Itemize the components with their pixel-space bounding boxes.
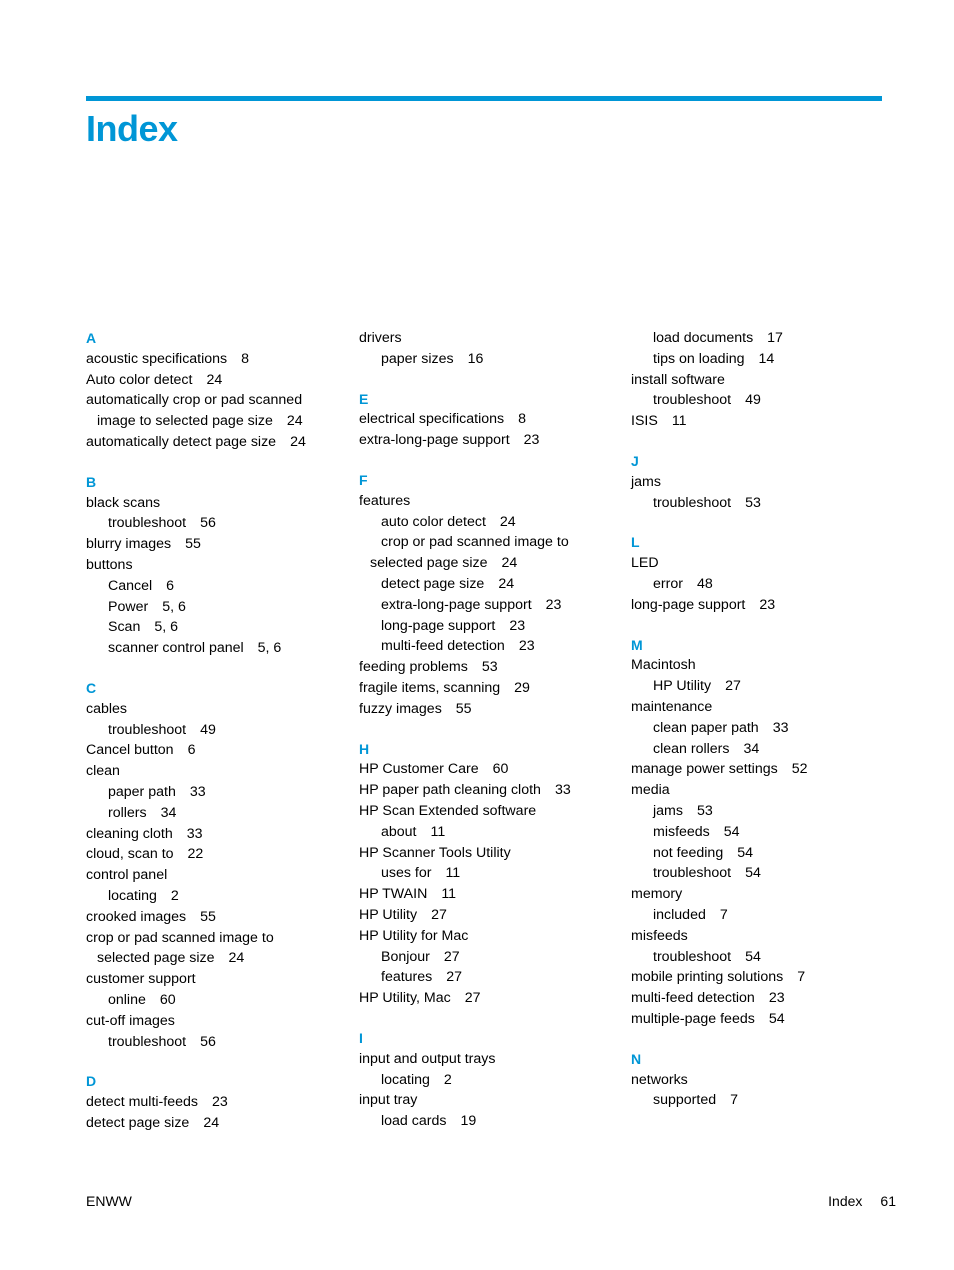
index-term: fragile items, scanning [359, 679, 501, 696]
index-page-ref: 49 [200, 721, 216, 738]
index-term: HP Scanner Tools Utility [359, 844, 511, 861]
index-entry [359, 905, 619, 926]
index-page-ref: 16 [467, 350, 484, 367]
index-subentry [86, 617, 346, 638]
index-letter-heading: M [631, 636, 643, 653]
index-page-ref: 24 [228, 950, 245, 967]
index-term: multi-feed detection [631, 990, 755, 1007]
index-term: about [381, 823, 417, 840]
index-entry [86, 1011, 346, 1032]
index-page-ref: 14 [758, 350, 775, 367]
index-term: clean rollers [653, 740, 730, 757]
index-subentry [86, 803, 346, 824]
index-page-ref: 24 [499, 513, 516, 530]
index-term: Cancel [108, 577, 153, 594]
index-page-ref: 23 [211, 1094, 228, 1111]
index-page-ref: 7 [797, 969, 806, 986]
index-subentry [86, 782, 346, 803]
index-entry [359, 409, 619, 430]
index-page-ref: 29 [514, 679, 530, 696]
index-entry [631, 411, 891, 432]
index-term: multi-feed detection [381, 638, 505, 655]
index-term: feeding problems [359, 659, 468, 676]
index-term: auto color detect [381, 513, 486, 530]
index-term: rollers [108, 804, 147, 821]
index-term: buttons [86, 556, 133, 573]
index-term: Macintosh [631, 657, 696, 674]
index-term: jams [653, 802, 683, 819]
index-term: image to selected page size [97, 413, 273, 430]
index-letter-heading: N [631, 1050, 642, 1067]
index-subentry [359, 512, 619, 533]
header-rule [86, 96, 882, 101]
index-page-ref: 11 [671, 413, 687, 430]
index-page-ref: 11 [430, 823, 446, 840]
index-letter-heading: A [86, 330, 97, 346]
index-page-ref: 54 [745, 948, 761, 965]
index-term: paper sizes [381, 350, 454, 367]
index-entry [86, 1092, 346, 1113]
index-entry-continuation [86, 948, 346, 969]
index-subentry [86, 513, 346, 534]
index-term: multiple-page feeds [631, 1010, 755, 1027]
index-page-ref: 55 [200, 908, 216, 925]
index-column-3 [631, 328, 891, 1111]
index-term: networks [631, 1071, 688, 1088]
index-page-ref: 52 [791, 761, 808, 778]
index-entry [86, 969, 346, 990]
index-subentry [359, 595, 619, 616]
index-term: paper path [108, 783, 176, 800]
index-term: detect multi-feeds [86, 1094, 198, 1111]
index-entry [86, 493, 346, 514]
index-subentry [359, 1070, 619, 1091]
index-entry [86, 349, 346, 370]
index-entry [86, 555, 346, 576]
index-entry [86, 432, 346, 453]
index-subentry [631, 843, 891, 864]
index-term: included [653, 906, 706, 923]
index-term: cut-off images [86, 1012, 175, 1029]
index-page-ref: 17 [767, 330, 783, 346]
index-term: HP Utility for Mac [359, 927, 469, 944]
index-page-ref: 27 [446, 969, 463, 986]
index-term: locating [108, 887, 157, 904]
index-page-ref: 53 [745, 494, 761, 511]
index-entry [86, 370, 346, 391]
index-term: Scan [108, 619, 141, 636]
index-page-ref: 49 [745, 392, 761, 409]
footer-page-number: 61 [880, 1193, 896, 1209]
index-term: cables [86, 700, 128, 717]
index-entry [86, 534, 346, 555]
index-term: ISIS [631, 413, 658, 430]
index-page-ref: 27 [443, 948, 460, 965]
index-entry [359, 926, 619, 947]
footer-right [828, 1193, 896, 1209]
index-term: HP Scan Extended software [359, 802, 537, 819]
index-term: Power [108, 598, 149, 615]
index-page-ref: 6 [166, 577, 175, 594]
index-page-ref: 33 [186, 825, 203, 842]
index-term: maintenance [631, 698, 713, 715]
index-term: selected page size [97, 950, 215, 967]
index-entry [631, 472, 891, 493]
index-page-ref: 24 [498, 575, 515, 592]
index-subentry [86, 990, 346, 1011]
index-subentry [359, 574, 619, 595]
index-term: cloud, scan to [86, 846, 174, 863]
index-page-ref: 2 [443, 1071, 452, 1088]
index-letter-heading: E [359, 390, 369, 407]
index-entry [631, 370, 891, 391]
index-page-ref: 11 [445, 865, 461, 882]
index-term: HP Utility, Mac [359, 990, 451, 1007]
index-subentry [86, 886, 346, 907]
index-entry [359, 657, 619, 678]
index-page-ref: 56 [200, 515, 216, 532]
index-entry [631, 697, 891, 718]
index-page-ref: 54 [745, 865, 761, 882]
index-term: drivers [359, 330, 402, 346]
index-page-ref: 8 [518, 411, 526, 428]
index-term: HP Utility [359, 906, 418, 923]
index-page-ref: 56 [200, 1033, 216, 1050]
index-entry [631, 1070, 891, 1091]
index-page-ref: 54 [768, 1010, 785, 1027]
index-term: long-page support [381, 617, 496, 634]
index-term: features [359, 492, 411, 509]
index-term: black scans [86, 494, 161, 511]
index-term: online [108, 991, 146, 1008]
index-page-ref: 7 [719, 906, 728, 923]
index-entry [359, 1090, 619, 1111]
index-page-ref: 5, 6 [154, 619, 179, 636]
index-term: troubleshoot [108, 515, 187, 532]
index-entry [359, 491, 619, 512]
index-letter-heading: B [86, 473, 97, 490]
index-term: troubleshoot [653, 865, 732, 882]
index-term: mobile printing solutions [631, 969, 784, 986]
index-subentry [359, 349, 619, 370]
index-page-ref: 24 [203, 1114, 220, 1131]
index-term: extra-long-page support [381, 596, 532, 613]
index-subentry [631, 1090, 891, 1111]
index-page-ref: 48 [696, 575, 713, 592]
index-term: misfeeds [631, 927, 688, 944]
index-entry [86, 928, 346, 949]
index-letter-heading: J [631, 452, 639, 469]
index-term: misfeeds [653, 823, 710, 840]
index-entry [631, 759, 891, 780]
index-page-ref: 19 [460, 1113, 477, 1130]
index-page-ref: 23 [759, 596, 776, 613]
index-entry [86, 740, 346, 761]
index-term: locating [381, 1071, 430, 1088]
index-term: tips on loading [653, 350, 745, 367]
index-entry [359, 678, 619, 699]
index-term: load cards [381, 1113, 447, 1130]
index-term: HP paper path cleaning cloth [359, 782, 541, 799]
index-term: clean [86, 763, 120, 780]
index-page-ref: 34 [160, 804, 177, 821]
index-entry [631, 553, 891, 574]
index-page-ref: 34 [743, 740, 760, 757]
index-subentry [631, 863, 891, 884]
index-page-ref: 23 [523, 432, 540, 449]
index-subentry [359, 1111, 619, 1132]
index-entry [359, 884, 619, 905]
index-subentry [359, 967, 619, 988]
index-entry [631, 780, 891, 801]
index-page-ref: 53 [696, 802, 713, 819]
index-page-ref: 27 [725, 678, 741, 695]
index-page-ref: 11 [441, 886, 457, 903]
index-page-ref: 5, 6 [162, 598, 186, 615]
index-term: media [631, 782, 670, 799]
index-letter-heading: L [631, 534, 640, 551]
index-entry [359, 430, 619, 451]
index-subentry [631, 493, 891, 514]
index-letter-heading: D [86, 1073, 97, 1090]
index-term: manage power settings [631, 761, 778, 778]
index-term: electrical specifications [359, 411, 505, 428]
index-entry [631, 1009, 891, 1030]
index-term: Bonjour [381, 948, 430, 965]
index-page-ref: 60 [492, 761, 509, 778]
index-term: long-page support [631, 596, 746, 613]
index-page-ref: 5, 6 [257, 640, 282, 657]
index-entry [631, 655, 891, 676]
index-term: input tray [359, 1092, 418, 1109]
index-subentry [86, 1032, 346, 1053]
index-term: HP Customer Care [359, 761, 479, 778]
index-page-ref: 33 [772, 719, 789, 736]
index-term: troubleshoot [108, 721, 187, 738]
index-term: error [653, 575, 683, 592]
index-entry [359, 759, 619, 780]
index-page-ref: 8 [241, 350, 250, 367]
index-entry [86, 865, 346, 886]
index-subentry [631, 801, 891, 822]
index-term: cleaning cloth [86, 825, 173, 842]
index-page-ref: 23 [545, 596, 562, 613]
index-term: install software [631, 371, 725, 388]
index-entry [359, 699, 619, 720]
index-entry [631, 595, 891, 616]
index-term: jams [631, 473, 661, 490]
index-entry [86, 1113, 346, 1134]
index-subentry [86, 597, 346, 618]
index-page-ref: 24 [501, 555, 518, 572]
index-subentry [631, 349, 891, 370]
index-entry-continuation [86, 411, 346, 432]
index-subentry [631, 676, 891, 697]
index-term: detect page size [86, 1114, 190, 1131]
index-page-ref: 24 [206, 371, 223, 388]
index-subentry [359, 636, 619, 657]
index-entry [359, 328, 619, 349]
index-term: input and output trays [359, 1050, 496, 1067]
index-subentry [359, 822, 619, 843]
index-term: load documents [653, 330, 754, 346]
index-term: HP Utility [653, 678, 712, 695]
footer-section: Index [828, 1193, 863, 1209]
index-page-ref: 6 [187, 742, 196, 759]
index-page-ref: 55 [185, 536, 201, 553]
index-term: troubleshoot [653, 392, 732, 409]
index-entry [359, 801, 619, 822]
index-entry [86, 761, 346, 782]
index-term: scanner control panel [108, 640, 244, 657]
index-page-ref: 23 [509, 617, 526, 634]
index-page-ref: 22 [187, 846, 204, 863]
index-page-ref: 60 [159, 991, 176, 1008]
index-term: HP TWAIN [359, 886, 428, 903]
index-letter-heading: C [86, 679, 97, 696]
index-term: extra-long-page support [359, 432, 510, 449]
page-title: Index [86, 108, 178, 149]
index-subentry [631, 822, 891, 843]
index-column-2 [359, 328, 619, 1132]
index-entry [359, 780, 619, 801]
index-page-ref: 27 [431, 906, 447, 923]
index-term: customer support [86, 971, 196, 988]
index-entry-continuation [359, 553, 619, 574]
index-term: troubleshoot [108, 1033, 187, 1050]
index-subentry [86, 720, 346, 741]
index-term: selected page size [370, 555, 488, 572]
index-term: detect page size [381, 575, 485, 592]
index-subentry [86, 638, 346, 659]
index-entry [359, 843, 619, 864]
index-entry [359, 988, 619, 1009]
index-subentry [359, 616, 619, 637]
index-term: troubleshoot [653, 494, 732, 511]
index-subentry [631, 574, 891, 595]
index-letter-heading: F [359, 471, 368, 488]
index-entry [631, 926, 891, 947]
index-page-ref: 55 [455, 700, 472, 717]
index-page-ref: 33 [189, 783, 206, 800]
index-term: memory [631, 886, 683, 903]
index-term: LED [631, 555, 659, 572]
index-term: supported [653, 1092, 717, 1109]
index-term: control panel [86, 867, 168, 884]
index-term: fuzzy images [359, 700, 442, 717]
index-term: not feeding [653, 844, 724, 861]
index-term: crop or pad scanned image to [86, 929, 274, 946]
index-entry [86, 844, 346, 865]
index-entry [631, 967, 891, 988]
index-subentry [631, 718, 891, 739]
index-term: troubleshoot [653, 948, 732, 965]
index-page-ref: 23 [768, 990, 785, 1007]
index-page-ref: 54 [737, 844, 753, 861]
index-subentry [631, 905, 891, 926]
index-subentry [631, 739, 891, 760]
index-subentry [359, 532, 619, 553]
index-term: uses for [381, 865, 432, 882]
index-entry [86, 699, 346, 720]
index-term: automatically detect page size [86, 433, 277, 450]
index-column-1 [86, 328, 346, 1134]
index-page-ref: 33 [554, 782, 571, 799]
index-subentry [631, 328, 891, 349]
index-letter-heading: I [359, 1029, 363, 1046]
index-subentry [359, 863, 619, 884]
index-entry [86, 824, 346, 845]
index-page-ref: 24 [286, 413, 303, 430]
index-page-ref: 53 [481, 659, 498, 676]
footer-left: ENWW [86, 1193, 132, 1209]
index-entry [86, 390, 346, 411]
index-term: crooked images [86, 908, 187, 925]
index-entry [86, 907, 346, 928]
index-term: crop or pad scanned image to [381, 534, 569, 551]
index-page-ref: 24 [290, 433, 306, 450]
index-page-ref: 54 [723, 823, 740, 840]
index-subentry [359, 947, 619, 968]
index-term: Auto color detect [86, 371, 193, 388]
index-entry [359, 1049, 619, 1070]
index-term: features [381, 969, 433, 986]
index-page-ref: 23 [518, 638, 535, 655]
index-term: Cancel button [86, 742, 174, 759]
index-subentry [631, 947, 891, 968]
index-entry [631, 884, 891, 905]
index-subentry [86, 576, 346, 597]
index-term: automatically crop or pad scanned [86, 392, 303, 409]
index-page-ref: 2 [170, 887, 179, 904]
index-term: acoustic specifications [86, 350, 228, 367]
index-page-ref: 27 [464, 990, 481, 1007]
index-letter-heading: H [359, 740, 370, 757]
index-term: clean paper path [653, 719, 759, 736]
index-entry [631, 988, 891, 1009]
index-subentry [631, 390, 891, 411]
index-term: blurry images [86, 536, 172, 553]
index-page-ref: 7 [730, 1092, 738, 1109]
